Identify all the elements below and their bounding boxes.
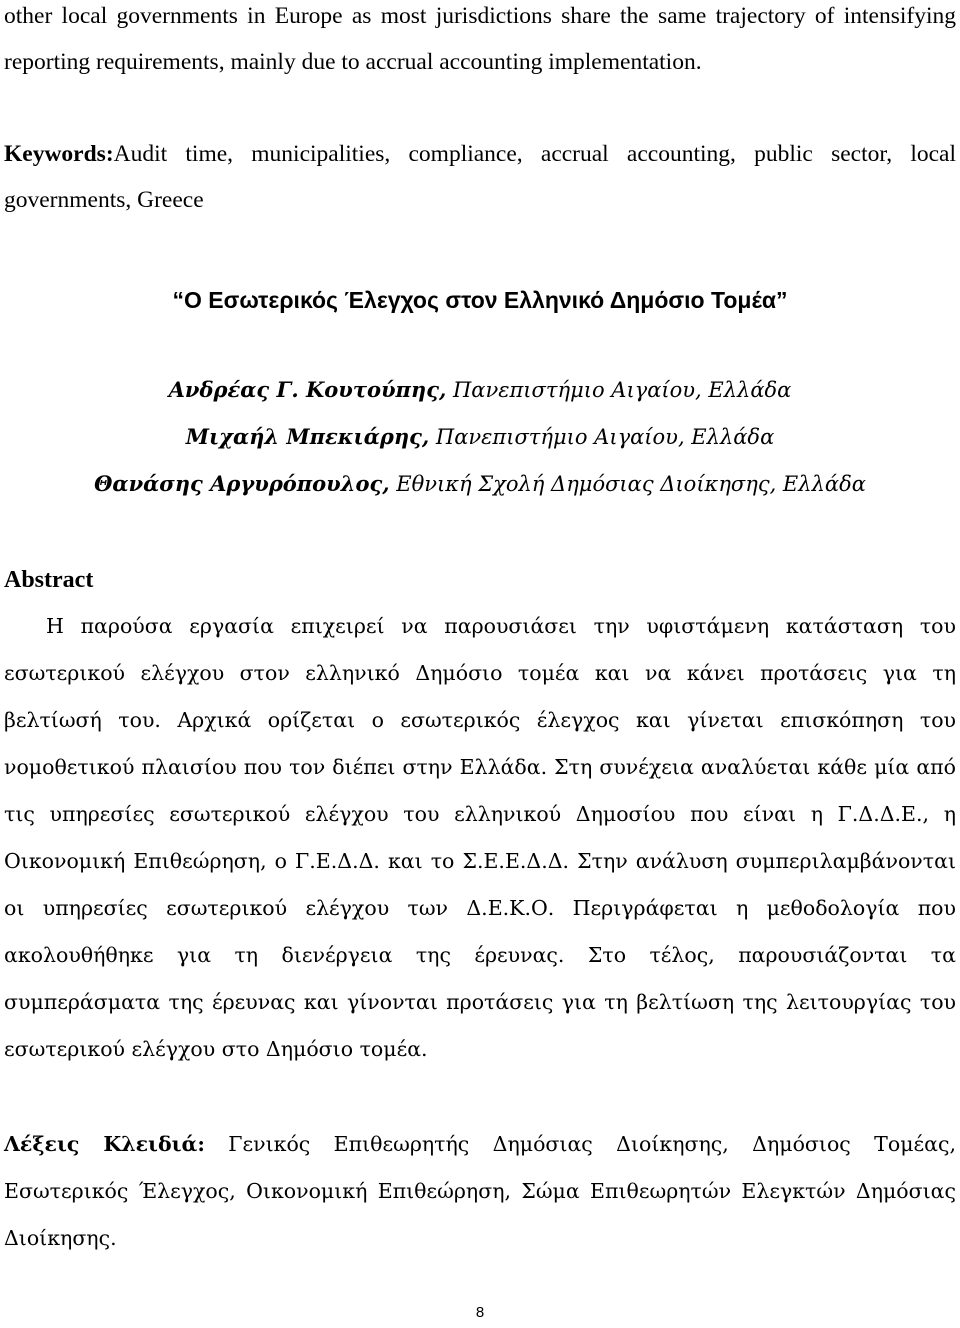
author-name: Ανδρέας Γ. Κουτούπης, — [168, 377, 447, 402]
english-keywords — [4, 131, 956, 223]
greek-paper-title: “Ο Εσωτερικός Έλεγχος στον Ελληνικό Δημόσιο Τομέα” — [172, 287, 788, 313]
author-name: Μιχαήλ Μπεκιάρης, — [185, 424, 430, 449]
author-affiliation: Πανεπιστήμιο Αιγαίου, Ελλάδα — [429, 425, 775, 449]
author-affiliation: Εθνική Σχολή Δημόσιας Διοίκησης, Ελλάδα — [389, 472, 866, 496]
greek-keywords-text: Γενικός Επιθεωρητής Δημόσιας Διοίκησης, Δημόσιος Τομέας, Εσωτερικός Έλεγχος, Οικονομική Επιθεώρηση, Σώμα Επιθεωρητών Ελεγκτών Δημόσιας Διοίκησης. — [4, 1132, 956, 1250]
page-number: 8 — [475, 1304, 485, 1321]
abstract-text: Η παρούσα εργασία επιχειρεί να παρουσιάσει την υφιστάμενη κατάσταση του εσωτερικού ελέγχου στον ελληνικό Δημόσιο τομέα και να κάνει προτάσεις για τη βελτίωσή του. Αρχικά ορίζεται ο εσωτερικός έλεγχος και γίνεται επισκόπηση του νομοθετικού πλαισίου που τον διέπει στην Ελλάδα. Στη συνέχεια αναλύεται κάθε μία από τις υπηρεσίες εσωτερικού ελέγχου του ελληνικού Δημοσίου που είναι η Γ.Δ.Δ.Ε., η Οικονομική Επιθεώρηση, ο Γ.Ε.Δ.Δ. και το Σ.Ε.Ε.Δ.Δ. Στην ανάλυση συμπεριλαμβάνονται οι υπηρεσίες εσωτερικού ελέγχου των Δ.Ε.Κ.Ο. Περιγράφεται η μεθοδολογία που ακολουθήθηκε για τη διενέργεια της έρευνας. Στο τέλος, παρουσιάζονται τα συμπεράσματα της έρευνας και γίνονται προτάσεις για τη βελτίωση της λειτουργίας του εσωτερικού ελέγχου στο Δημόσιο τομέα. — [4, 614, 956, 1061]
english-keywords-text: Audit time, municipalities, compliance, accrual accounting, public sector, local governments, Greece — [4, 141, 956, 213]
greek-keywords-label: Λέξεις Κλειδιά: — [4, 1132, 205, 1156]
abstract-heading: Abstract — [4, 567, 94, 593]
english-keywords-label: Keywords: — [4, 141, 114, 167]
author-line — [0, 417, 960, 457]
author-line — [0, 464, 960, 504]
continuation-text: other local governments in Europe as most jurisdictions share the same trajectory of intensifying reporting requirements, mainly due to accrual accounting implementation. — [4, 3, 956, 75]
english-abstract-continuation — [4, 0, 956, 85]
greek-keywords — [4, 1121, 956, 1262]
abstract-body — [4, 603, 956, 1073]
author-affiliation: Πανεπιστήμιο Αιγαίου, Ελλάδα — [446, 378, 792, 402]
author-line — [0, 370, 960, 410]
author-name: Θανάσης Αργυρόπουλος, — [94, 471, 390, 496]
